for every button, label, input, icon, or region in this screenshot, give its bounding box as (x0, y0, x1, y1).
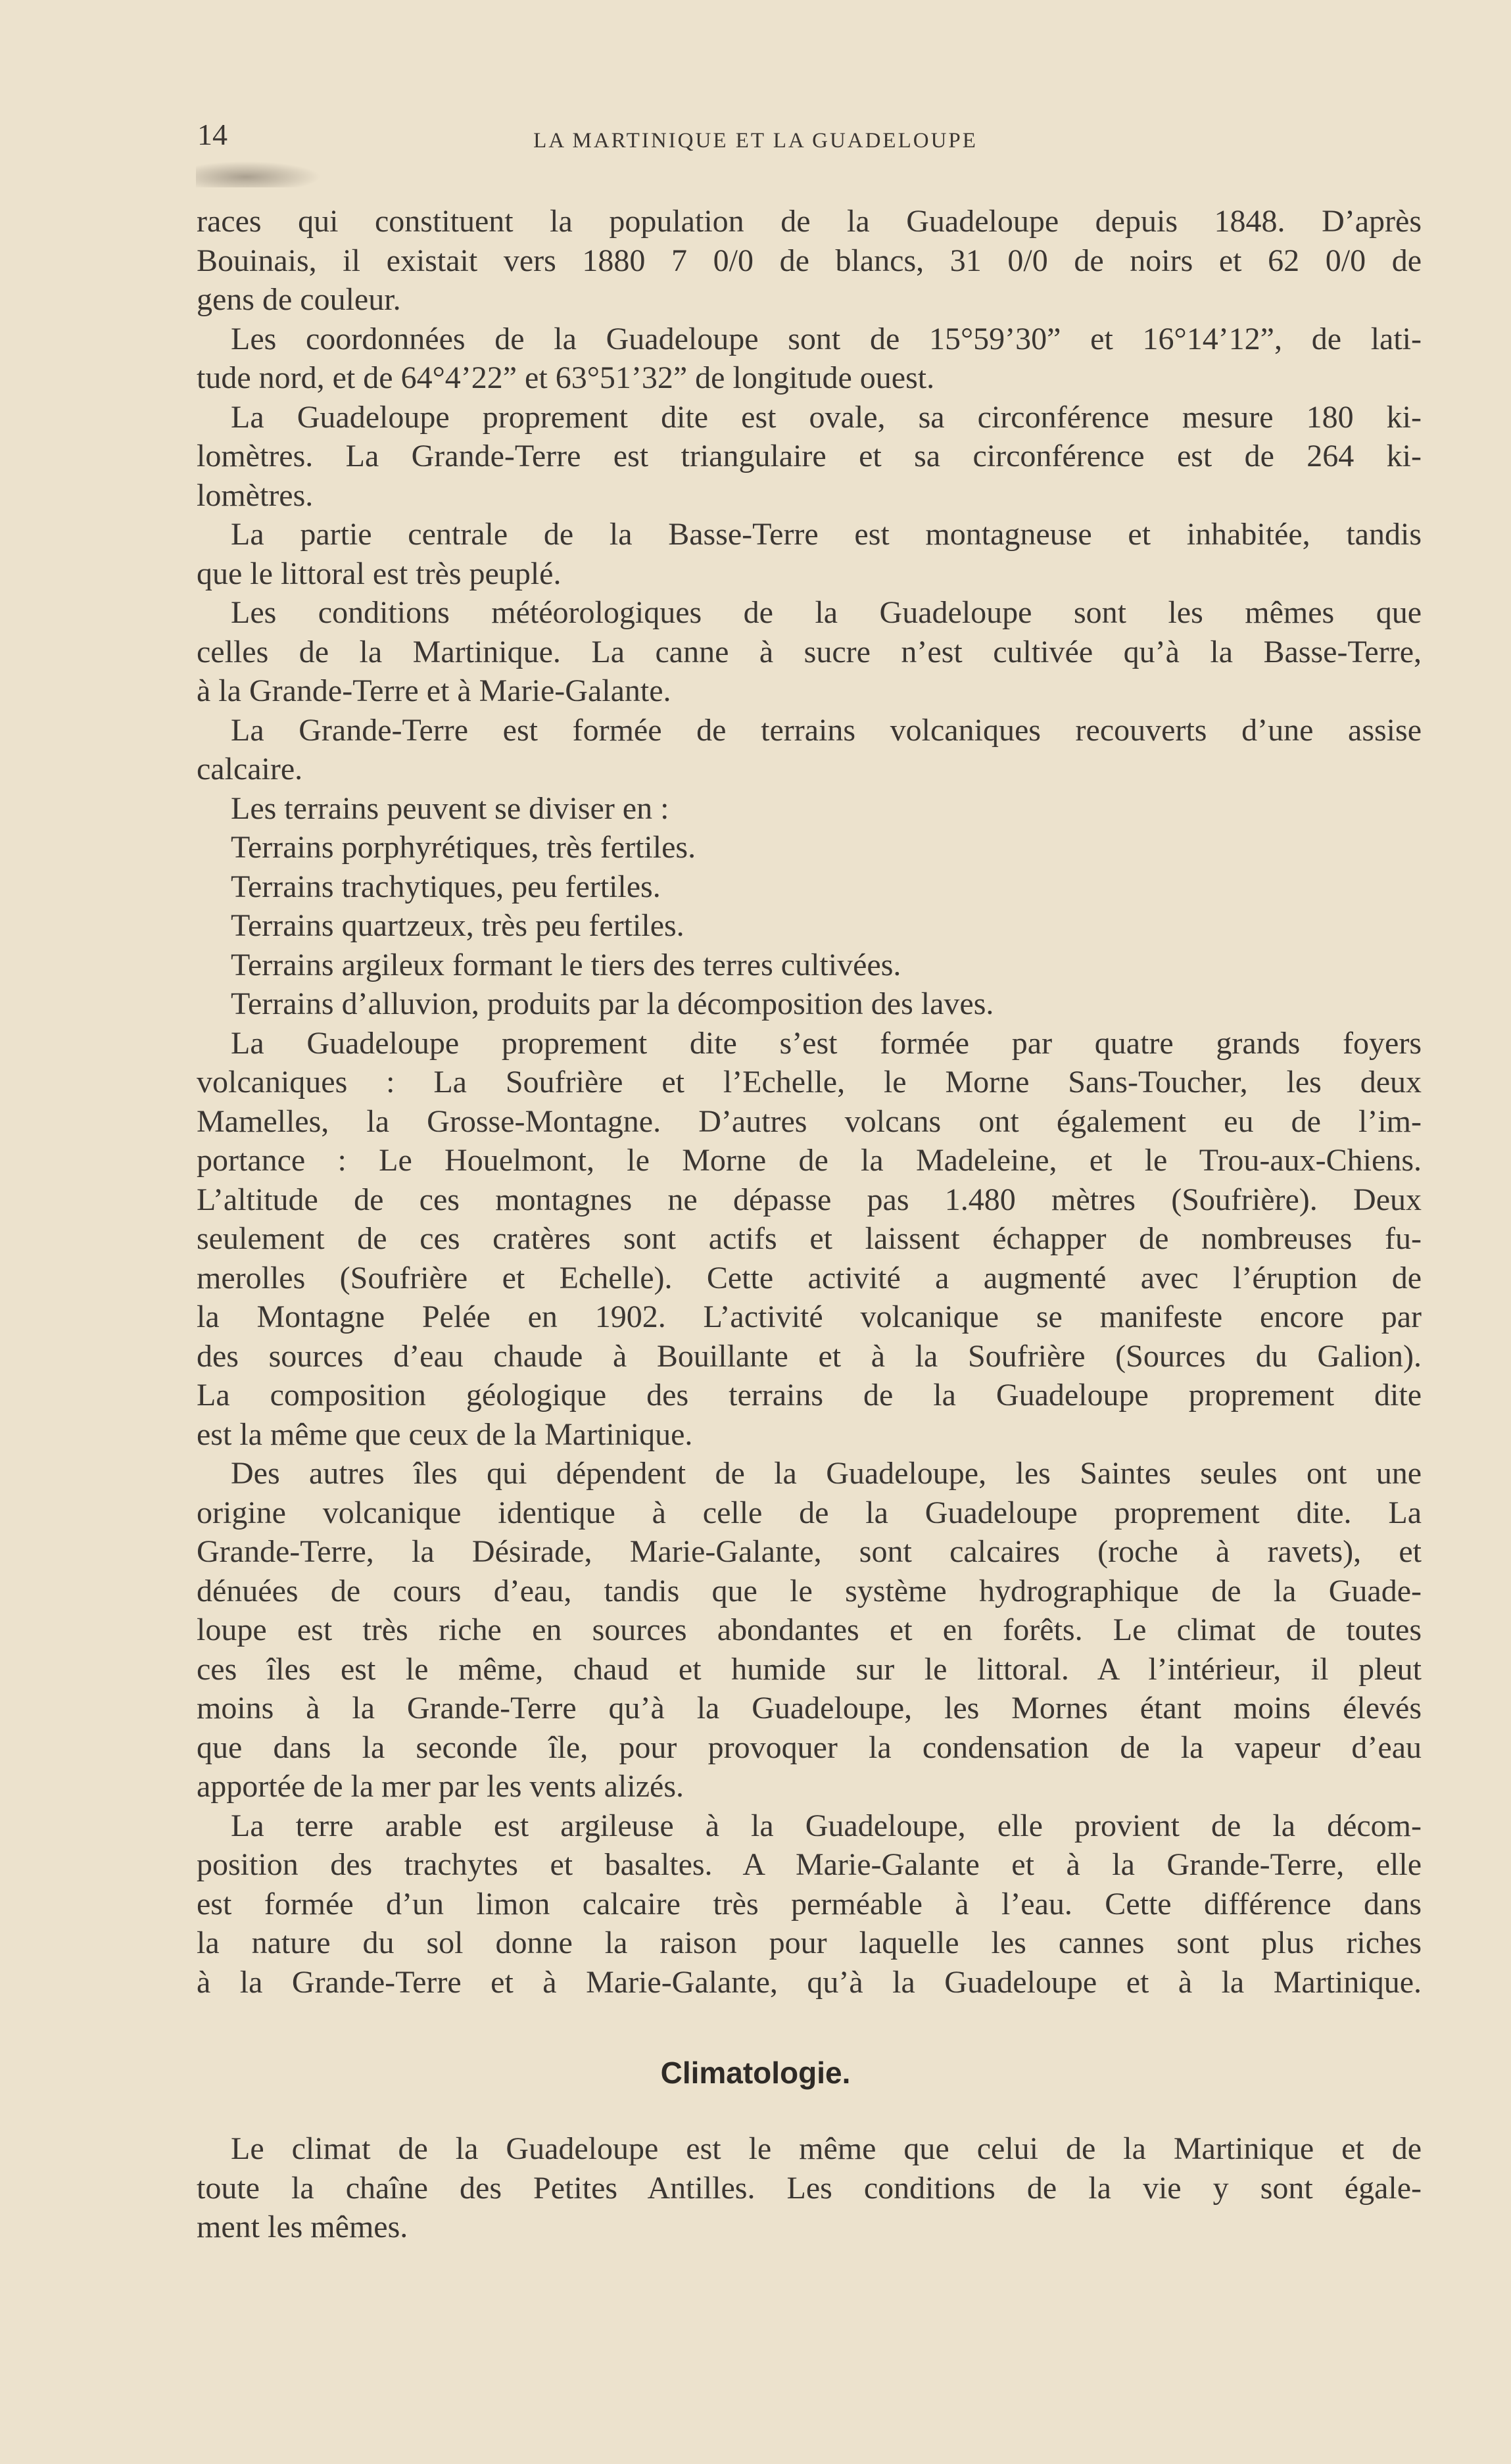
text-line: que dans la seconde île, pour provoquer la condensation de la vapeur d’eau (197, 1729, 1422, 1765)
text-line: portance : Le Houelmont, le Morne de la Madeleine, et le Trou-aux-Chiens. (197, 1143, 1422, 1178)
text-line: Le climat de la Guadeloupe est le même que celui de la Martinique et de (231, 2131, 1422, 2166)
text-line: position des trachytes et basaltes. A Marie-Galante et à la Grande-Terre, elle (197, 1847, 1422, 1882)
running-title: LA MARTINIQUE ET LA GUADELOUPE (533, 129, 978, 153)
text-line: La terre arable est argileuse à la Guadeloupe, elle provient de la décom- (231, 1808, 1422, 1843)
text-line: La partie centrale de la Basse-Terre est montagneuse et inhabitée, tandis (231, 517, 1422, 552)
text-line: Les terrains peuvent se diviser en : (231, 790, 669, 826)
text-line: la nature du sol donne la raison pour laquelle les cannes sont plus riches (197, 1925, 1422, 1960)
text-line: lomètres. La Grande-Terre est triangulaire et sa circonférence est de 264 ki- (197, 439, 1422, 473)
text-line: Des autres îles qui dépendent de la Guadeloupe, les Saintes seules ont une (231, 1456, 1422, 1491)
text-line: La composition géologique des terrains de la Guadeloupe proprement dite (197, 1378, 1422, 1413)
closing-paragraph (197, 2129, 1422, 2247)
text-line: Les conditions météorologiques de la Guadeloupe sont les mêmes que (231, 595, 1422, 630)
section-heading: Climatologie. (660, 2056, 851, 2090)
text-line: lomètres. (197, 477, 314, 513)
text-line: celles de la Martinique. La canne à sucre n’est cultivée qu’à la Basse-Terre, (197, 634, 1422, 669)
text-line: Terrains quartzeux, très peu fertiles. (231, 908, 684, 943)
text-line: gens de couleur. (197, 282, 401, 317)
text-line: à la Grande-Terre et à Marie-Galante, qu’à la Guadeloupe et à la Martinique. (197, 1964, 1422, 2000)
text-line: apportée de la mer par les vents alizés. (197, 1769, 684, 1804)
text-line: Les coordonnées de la Guadeloupe sont de 15°59’30” et 16°14’12”, de lati- (231, 321, 1422, 356)
text-line: La Guadeloupe proprement dite est ovale, sa circonférence mesure 180 ki- (231, 399, 1422, 435)
text-line: races qui constituent la population de la Guadeloupe depuis 1848. D’après (197, 204, 1422, 239)
text-line: tude nord, et de 64°4’22” et 63°51’32” de longitude ouest. (197, 360, 935, 395)
text-line: à la Grande-Terre et à Marie-Galante. (197, 673, 671, 708)
text-line: seulement de ces cratères sont actifs et laissent échapper de nombreuses fu- (197, 1221, 1422, 1256)
page-number: 14 (197, 118, 228, 151)
text-line: ces îles est le même, chaud et humide sur le littoral. A l’intérieur, il pleut (197, 1651, 1422, 1687)
text-line: Mamelles, la Grosse-Montagne. D’autres volcans ont également eu de l’im- (197, 1103, 1422, 1139)
text-line: calcaire. (197, 752, 303, 786)
text-line: Bouinais, il existait vers 1880 7 0/0 de blancs, 31 0/0 de noirs et 62 0/0 de (197, 243, 1422, 278)
text-line: loupe est très riche en sources abondantes et en forêts. Le climat de toutes (197, 1612, 1422, 1647)
text-line: toute la chaîne des Petites Antilles. Les conditions de la vie y sont égale- (197, 2170, 1422, 2206)
text-line: que le littoral est très peuplé. (197, 556, 562, 591)
body-text (197, 202, 1422, 2002)
text-line: Terrains d’alluvion, produits par la décomposition des laves. (231, 986, 994, 1021)
text-line: Terrains argileux formant le tiers des terres cultivées. (231, 947, 901, 982)
text-line: origine volcanique identique à celle de la Guadeloupe proprement dite. La (197, 1495, 1422, 1530)
text-line: des sources d’eau chaude à Bouillante et à la Soufrière (Sources du Galion). (197, 1338, 1422, 1374)
text-line: dénuées de cours d’eau, tandis que le système hydrographique de la Guade- (197, 1573, 1422, 1608)
text-line: la Montagne Pelée en 1902. L’activité volcanique se manifeste encore par (197, 1299, 1422, 1334)
ink-stain (196, 161, 321, 187)
text-line: La Guadeloupe proprement dite s’est formée par quatre grands foyers (231, 1025, 1422, 1061)
text-line: La Grande-Terre est formée de terrains volcaniques recouverts d’une assise (231, 712, 1422, 748)
text-line: merolles (Soufrière et Echelle). Cette activité a augmenté avec l’éruption de (197, 1260, 1422, 1295)
text-line: Terrains porphyrétiques, très fertiles. (231, 830, 696, 865)
text-line: moins à la Grande-Terre qu’à la Guadeloupe, les Mornes étant moins élevés (197, 1691, 1422, 1726)
text-line: ment les mêmes. (197, 2210, 408, 2244)
text-line: Grande-Terre, la Désirade, Marie-Galante, sont calcaires (roche à ravets), et (197, 1534, 1422, 1569)
text-line: est formée d’un limon calcaire très perméable à l’eau. Cette différence dans (197, 1886, 1422, 1921)
text-line: est la même que ceux de la Martinique. (197, 1416, 693, 1452)
text-line: Terrains trachytiques, peu fertiles. (231, 869, 661, 904)
text-line: volcaniques : La Soufrière et l’Echelle, le Morne Sans-Toucher, les deux (197, 1065, 1422, 1099)
text-line: L’altitude de ces montagnes ne dépasse pas 1.480 mètres (Soufrière). Deux (197, 1182, 1422, 1217)
